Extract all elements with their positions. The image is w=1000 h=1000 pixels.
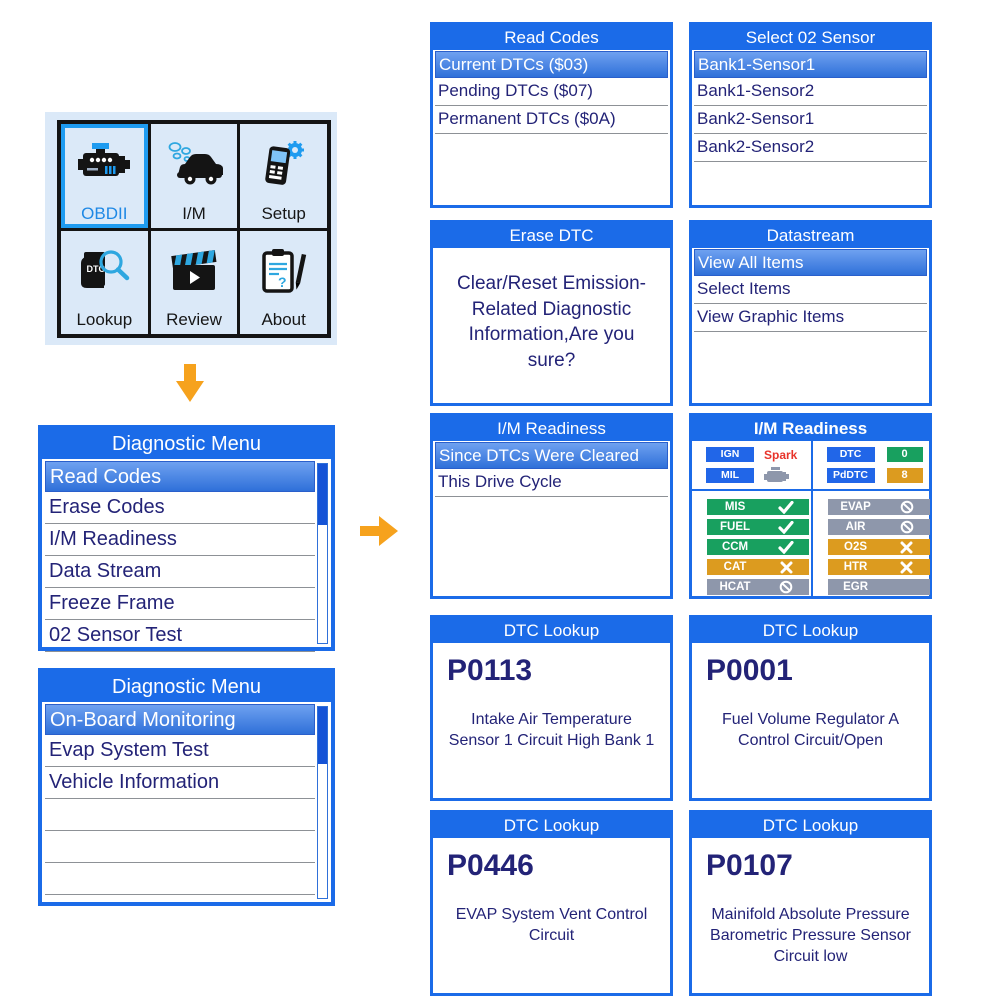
im-monitor-evap <box>828 499 930 515</box>
menu-item-evap-system-test[interactable]: Evap System Test <box>45 735 315 767</box>
menu-item-view-graphic-items[interactable]: View Graphic Items <box>694 304 927 332</box>
ban-icon <box>763 580 809 594</box>
check-icon <box>763 541 809 554</box>
panel-title: Datastream <box>692 223 929 248</box>
panel-title: Diagnostic Menu <box>42 672 331 702</box>
im-monitor-air <box>828 519 930 535</box>
main-menu-label: OBDII <box>81 203 128 223</box>
car-smoke-icon <box>165 124 223 205</box>
menu-item-view-all-items[interactable]: View All Items <box>694 249 927 276</box>
dtc-lookup-panel-p0446 <box>430 810 673 996</box>
im-info-left-column <box>692 441 811 489</box>
diagnostic-menu-2-panel <box>38 668 335 906</box>
im-monitor-label: AIR <box>845 521 866 533</box>
im-label-pddtc: PdDTC <box>827 468 875 483</box>
im-info-right-column <box>811 441 930 489</box>
erase-dtc-panel <box>430 220 673 406</box>
erase-dtc-message: Clear/Reset Emission-Related Diagnostic Information,Are you sure? <box>457 273 646 371</box>
im-monitor-htr <box>828 559 930 575</box>
im-monitor-label: O2S <box>844 541 868 553</box>
scrollbar[interactable] <box>317 706 328 899</box>
datastream-panel <box>689 220 932 406</box>
panel-title: I/M Readiness <box>692 416 929 441</box>
diagnostic-menu-1-panel <box>38 425 335 651</box>
im-monitor-label: CAT <box>723 561 747 573</box>
menu-item-current-dtcs-03-[interactable]: Current DTCs ($03) <box>435 51 668 78</box>
menu-item-empty <box>45 831 315 863</box>
select-o2-sensor-list <box>694 51 927 162</box>
dtc-lookup-panel-p0107 <box>689 810 932 996</box>
engine-icon <box>764 467 789 484</box>
scrollbar[interactable] <box>317 463 328 644</box>
dtc-code: P0113 <box>447 654 533 687</box>
menu-item-bank2-sensor1[interactable]: Bank2-Sensor1 <box>694 106 927 134</box>
menu-item-read-codes[interactable]: Read Codes <box>45 461 315 492</box>
cross-icon <box>884 561 930 574</box>
read-codes-panel <box>430 22 673 208</box>
scrollbar-thumb[interactable] <box>318 707 327 764</box>
panel-title: Diagnostic Menu <box>42 429 331 459</box>
panel-title: DTC Lookup <box>433 618 670 643</box>
menu-item-i-m-readiness[interactable]: I/M Readiness <box>45 524 315 556</box>
im-monitor-o2s <box>828 539 930 555</box>
im-monitor-label: EGR <box>843 581 868 593</box>
menu-item-freeze-frame[interactable]: Freeze Frame <box>45 588 315 620</box>
main-menu-label: I/M <box>182 203 206 223</box>
panel-title: Select 02 Sensor <box>692 25 929 50</box>
down-arrow-icon <box>176 364 204 407</box>
read-codes-list <box>435 51 668 134</box>
menu-item-empty <box>45 863 315 895</box>
menu-item-erase-codes[interactable]: Erase Codes <box>45 492 315 524</box>
im-label-ign: IGN <box>706 447 754 462</box>
im-readiness-menu-list <box>435 442 668 497</box>
menu-item-vehicle-information[interactable]: Vehicle Information <box>45 767 315 799</box>
dtc-code: P0446 <box>447 849 534 882</box>
menu-item-data-stream[interactable]: Data Stream <box>45 556 315 588</box>
im-monitor-label: FUEL <box>720 521 751 533</box>
panel-title: Erase DTC <box>433 223 670 248</box>
ban-icon <box>884 520 930 534</box>
main-menu-review[interactable] <box>151 231 238 335</box>
menu-item-empty <box>45 799 315 831</box>
im-info-row <box>827 468 930 483</box>
im-info-row <box>706 447 811 462</box>
dtc-lookup-panel-p0001 <box>689 615 932 801</box>
dtc-description: EVAP System Vent Control Circuit <box>455 906 648 944</box>
im-monitor-ccm <box>707 539 809 555</box>
menu-item-permanent-dtcs-0a-[interactable]: Permanent DTCs ($0A) <box>435 106 668 134</box>
diagnostic-menu-1-list <box>45 461 315 652</box>
im-value-badge: 0 <box>887 447 923 462</box>
dtc-lookup-panel-p0113 <box>430 615 673 801</box>
dtc-description: Mainifold Absolute Pressure Barometric Pressure Sensor Circuit low <box>710 906 911 965</box>
im-info-row <box>706 468 811 483</box>
im-monitor-label: MIS <box>724 501 746 513</box>
im-readiness-status-body <box>692 441 929 596</box>
menu-item-bank2-sensor2[interactable]: Bank2-Sensor2 <box>694 134 927 162</box>
im-monitor-mis <box>707 499 809 515</box>
menu-item-pending-dtcs-07-[interactable]: Pending DTCs ($07) <box>435 78 668 106</box>
main-menu-grid <box>57 120 331 338</box>
im-monitor-label: CCM <box>721 541 749 553</box>
datastream-list <box>694 249 927 332</box>
check-icon <box>763 501 809 514</box>
scanner-gear-icon <box>259 124 309 205</box>
menu-item-02-sensor-test[interactable]: 02 Sensor Test <box>45 620 315 652</box>
menu-item-since-dtcs-were-cleared[interactable]: Since DTCs Were Cleared <box>435 442 668 469</box>
dtc-code: P0107 <box>706 849 793 882</box>
cross-icon <box>884 541 930 554</box>
cross-icon <box>763 561 809 574</box>
im-label-mil: MIL <box>706 468 754 483</box>
clapperboard-icon <box>168 231 220 312</box>
ban-icon <box>884 500 930 514</box>
scrollbar-thumb[interactable] <box>318 464 327 525</box>
clipboard-pen-icon <box>258 231 310 312</box>
im-label-dtc: DTC <box>827 447 875 462</box>
dtc-book-search-icon <box>77 231 131 312</box>
main-menu-about[interactable] <box>240 231 327 335</box>
main-menu-label: Setup <box>261 203 306 223</box>
im-readiness-menu-panel <box>430 413 673 599</box>
menu-item-bank1-sensor1[interactable]: Bank1-Sensor1 <box>694 51 927 78</box>
im-monitors-left-column <box>692 491 811 599</box>
panel-title: DTC Lookup <box>692 813 929 838</box>
dtc-description: Intake Air Temperature Sensor 1 Circuit High Bank 1 <box>448 711 655 749</box>
panel-title: Read Codes <box>433 25 670 50</box>
im-spark-text: Spark <box>764 447 798 462</box>
main-menu-i-m[interactable] <box>151 124 238 228</box>
im-value-badge: 8 <box>887 468 923 483</box>
im-monitor-label: HCAT <box>719 581 751 593</box>
menu-item-bank1-sensor2[interactable]: Bank1-Sensor2 <box>694 78 927 106</box>
right-arrow-icon <box>360 516 398 551</box>
main-menu-setup[interactable] <box>240 124 327 228</box>
im-monitor-cat <box>707 559 809 575</box>
im-monitor-fuel <box>707 519 809 535</box>
im-monitor-label: HTR <box>843 561 868 573</box>
main-menu-label: Lookup <box>76 310 133 329</box>
check-icon <box>763 521 809 534</box>
menu-item-on-board-monitoring[interactable]: On-Board Monitoring <box>45 704 315 735</box>
select-o2-sensor-panel <box>689 22 932 208</box>
svg-text:DTC: DTC <box>86 263 106 274</box>
panel-title: I/M Readiness <box>433 416 670 441</box>
diagnostic-menu-2-list <box>45 704 315 895</box>
main-menu-lookup[interactable] <box>61 231 148 335</box>
dtc-code: P0001 <box>706 654 793 687</box>
im-monitor-label: EVAP <box>840 501 871 513</box>
dtc-description: Fuel Volume Regulator A Control Circuit/Open <box>722 711 899 749</box>
svg-text:?: ? <box>277 273 287 290</box>
im-info-row <box>827 447 930 462</box>
main-menu-label: Review <box>166 310 222 329</box>
im-monitors-right-column <box>811 491 930 599</box>
im-readiness-status-panel <box>689 413 932 599</box>
menu-item-select-items[interactable]: Select Items <box>694 276 927 304</box>
im-monitor-hcat <box>707 579 809 595</box>
panel-title: DTC Lookup <box>692 618 929 643</box>
main-menu-label: About <box>261 310 306 329</box>
menu-item-this-drive-cycle[interactable]: This Drive Cycle <box>435 469 668 497</box>
panel-title: DTC Lookup <box>433 813 670 838</box>
main-menu-obdii[interactable] <box>61 124 148 228</box>
im-monitor-egr <box>828 579 930 595</box>
engine-icon <box>77 124 131 205</box>
